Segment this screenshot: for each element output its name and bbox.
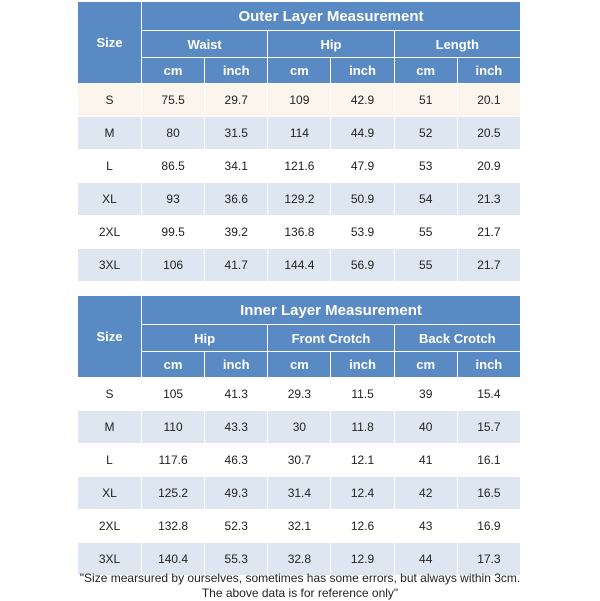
value-cell: 53	[394, 150, 457, 183]
value-cell: 20.9	[457, 150, 520, 183]
unit-header: inch	[331, 352, 394, 378]
value-cell: 16.1	[457, 444, 520, 477]
inner-layer-table	[77, 295, 521, 576]
value-cell: 99.5	[142, 216, 205, 249]
value-cell: 105	[142, 378, 205, 411]
value-cell: 40	[394, 411, 457, 444]
value-cell: 55	[394, 249, 457, 282]
unit-header: cm	[268, 58, 331, 84]
value-cell: 21.3	[457, 183, 520, 216]
table-row	[78, 150, 521, 183]
size-cell: 3XL	[78, 543, 142, 576]
value-cell: 46.3	[205, 444, 268, 477]
disclaimer-line-2: The above data is for reference only"	[201, 586, 399, 600]
value-cell: 80	[142, 117, 205, 150]
unit-header: cm	[394, 58, 457, 84]
value-cell: 15.4	[457, 378, 520, 411]
group-header-hip: Hip	[142, 325, 268, 352]
unit-header: cm	[142, 352, 205, 378]
table-title: Outer Layer Measurement	[142, 2, 521, 31]
outer-layer-table	[77, 1, 521, 282]
value-cell: 52.3	[205, 510, 268, 543]
value-cell: 50.9	[331, 183, 394, 216]
value-cell: 15.7	[457, 411, 520, 444]
value-cell: 29.3	[268, 378, 331, 411]
group-header-front-crotch: Front Crotch	[268, 325, 394, 352]
value-cell: 43	[394, 510, 457, 543]
value-cell: 21.7	[457, 249, 520, 282]
unit-header: inch	[205, 58, 268, 84]
value-cell: 55	[394, 216, 457, 249]
value-cell: 32.8	[268, 543, 331, 576]
value-cell: 30	[268, 411, 331, 444]
value-cell: 12.4	[331, 477, 394, 510]
value-cell: 43.3	[205, 411, 268, 444]
value-cell: 56.9	[331, 249, 394, 282]
value-cell: 144.4	[268, 249, 331, 282]
value-cell: 93	[142, 183, 205, 216]
size-cell: S	[78, 378, 142, 411]
table-row	[78, 411, 521, 444]
value-cell: 36.6	[205, 183, 268, 216]
group-header-waist: Waist	[142, 31, 268, 58]
value-cell: 30.7	[268, 444, 331, 477]
value-cell: 32.1	[268, 510, 331, 543]
value-cell: 140.4	[142, 543, 205, 576]
value-cell: 41.7	[205, 249, 268, 282]
size-cell: M	[78, 117, 142, 150]
value-cell: 17.3	[457, 543, 520, 576]
size-cell: S	[78, 84, 142, 117]
value-cell: 121.6	[268, 150, 331, 183]
value-cell: 132.8	[142, 510, 205, 543]
value-cell: 51	[394, 84, 457, 117]
value-cell: 52	[394, 117, 457, 150]
value-cell: 20.5	[457, 117, 520, 150]
value-cell: 12.1	[331, 444, 394, 477]
value-cell: 55.3	[205, 543, 268, 576]
table-row	[78, 216, 521, 249]
value-cell: 75.5	[142, 84, 205, 117]
value-cell: 16.5	[457, 477, 520, 510]
value-cell: 20.1	[457, 84, 520, 117]
value-cell: 114	[268, 117, 331, 150]
table-title: Inner Layer Measurement	[142, 296, 521, 325]
unit-header: cm	[142, 58, 205, 84]
value-cell: 39	[394, 378, 457, 411]
size-column-header: Size	[78, 2, 142, 84]
value-cell: 11.5	[331, 378, 394, 411]
value-cell: 41	[394, 444, 457, 477]
value-cell: 53.9	[331, 216, 394, 249]
size-cell: M	[78, 411, 142, 444]
value-cell: 21.7	[457, 216, 520, 249]
unit-header: cm	[394, 352, 457, 378]
value-cell: 29.7	[205, 84, 268, 117]
size-cell: L	[78, 150, 142, 183]
value-cell: 34.1	[205, 150, 268, 183]
unit-header: inch	[205, 352, 268, 378]
value-cell: 109	[268, 84, 331, 117]
value-cell: 39.2	[205, 216, 268, 249]
value-cell: 49.3	[205, 477, 268, 510]
value-cell: 86.5	[142, 150, 205, 183]
value-cell: 12.9	[331, 543, 394, 576]
table-row	[78, 249, 521, 282]
size-cell: 2XL	[78, 510, 142, 543]
size-cell: XL	[78, 183, 142, 216]
value-cell: 44	[394, 543, 457, 576]
size-column-header: Size	[78, 296, 142, 378]
table-row	[78, 183, 521, 216]
table-row	[78, 117, 521, 150]
group-header-hip: Hip	[268, 31, 394, 58]
value-cell: 41.3	[205, 378, 268, 411]
value-cell: 44.9	[331, 117, 394, 150]
size-cell: 3XL	[78, 249, 142, 282]
unit-header: inch	[457, 58, 520, 84]
value-cell: 42	[394, 477, 457, 510]
table-row	[78, 477, 521, 510]
value-cell: 110	[142, 411, 205, 444]
value-cell: 31.4	[268, 477, 331, 510]
group-header-back-crotch: Back Crotch	[394, 325, 520, 352]
unit-header: inch	[331, 58, 394, 84]
value-cell: 54	[394, 183, 457, 216]
value-cell: 136.8	[268, 216, 331, 249]
table-row	[78, 510, 521, 543]
value-cell: 31.5	[205, 117, 268, 150]
unit-header: cm	[268, 352, 331, 378]
value-cell: 117.6	[142, 444, 205, 477]
table-row	[78, 378, 521, 411]
value-cell: 125.2	[142, 477, 205, 510]
group-header-length: Length	[394, 31, 520, 58]
table-row	[78, 444, 521, 477]
value-cell: 12.6	[331, 510, 394, 543]
size-cell: L	[78, 444, 142, 477]
value-cell: 11.8	[331, 411, 394, 444]
size-cell: 2XL	[78, 216, 142, 249]
value-cell: 16.9	[457, 510, 520, 543]
value-cell: 42.9	[331, 84, 394, 117]
value-cell: 106	[142, 249, 205, 282]
disclaimer-line-1: "Size mearsured by ourselves, sometimes has some errors, but always within 3cm.	[79, 571, 521, 585]
size-cell: XL	[78, 477, 142, 510]
unit-header: inch	[457, 352, 520, 378]
value-cell: 47.9	[331, 150, 394, 183]
table-row	[78, 84, 521, 117]
value-cell: 129.2	[268, 183, 331, 216]
